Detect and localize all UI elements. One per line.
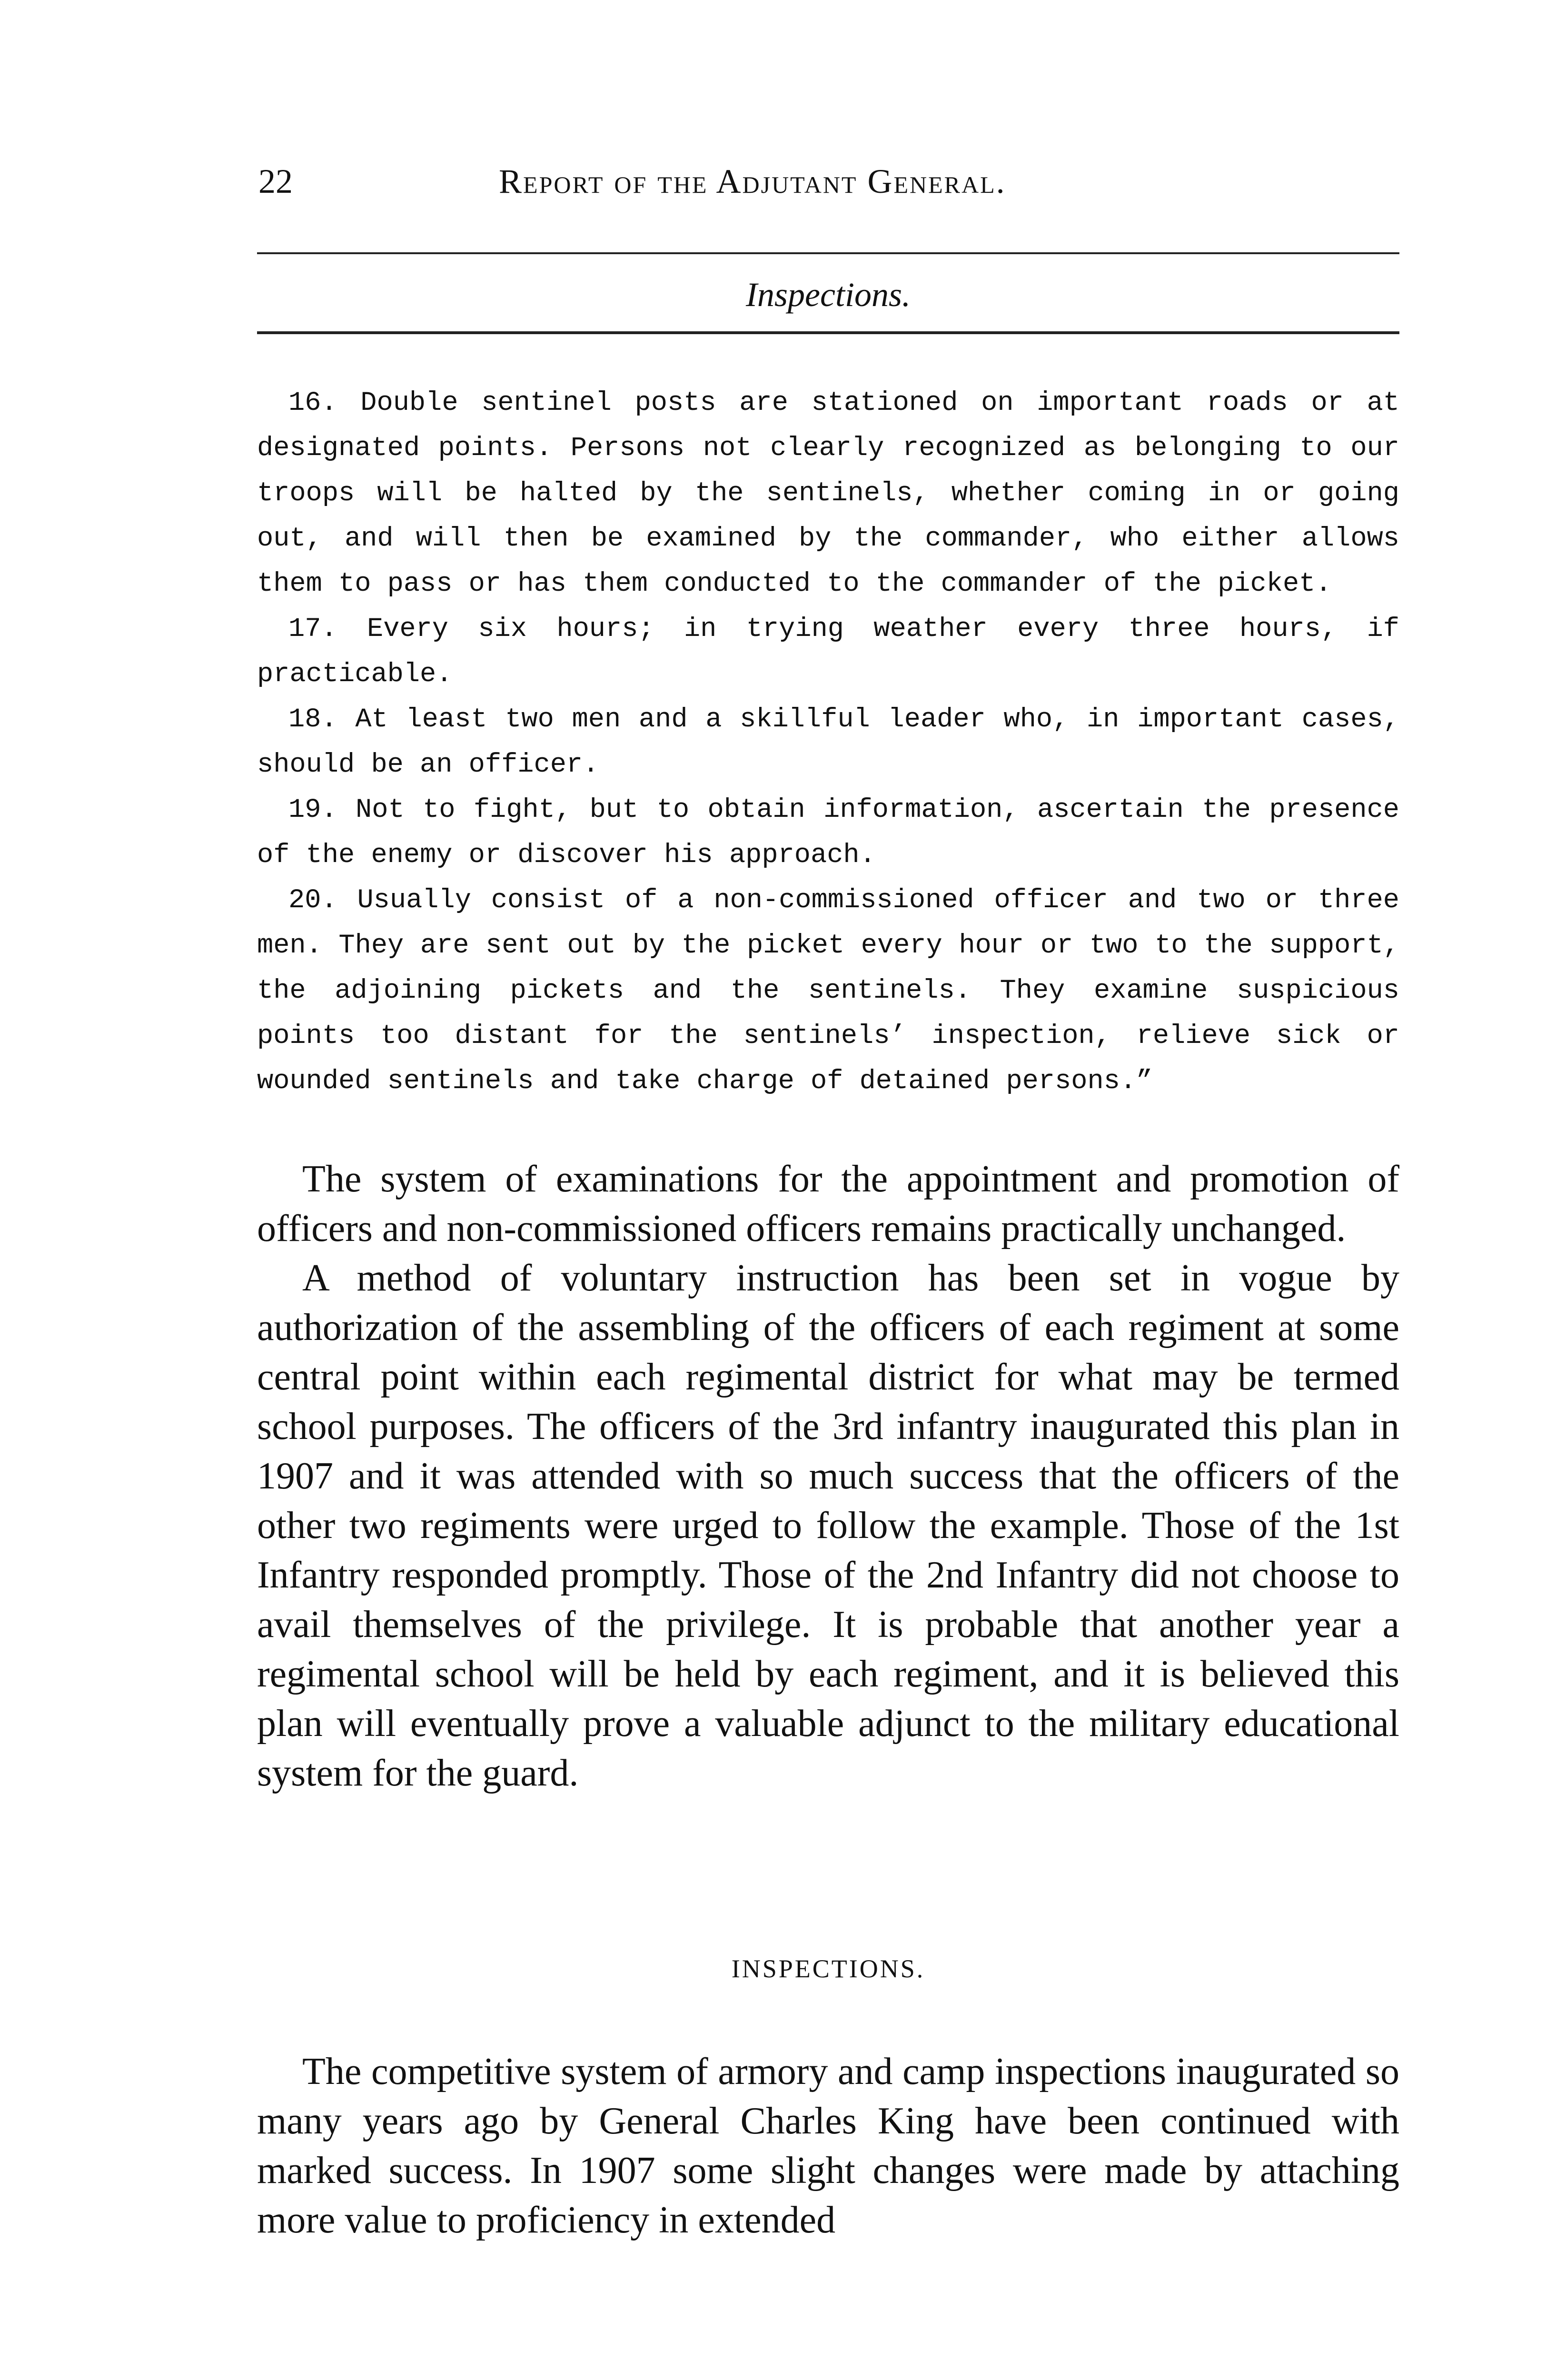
numbered-item: 20. Usually consist of a non-commissioned officer and two or three men. They are sent out by the picket every hour or two to the support, the adjoining pickets and the sentinels. They examine suspicious points too distant for the sentinels’ inspection, relieve sick or wounded sentinels and take charge of detained persons.” — [257, 885, 1399, 1097]
page-header — [258, 162, 1401, 219]
numbered-item: 17. Every six hours; in trying weather every three hours, if practicable. — [257, 614, 1399, 690]
numbered-answers — [257, 381, 1399, 1104]
body-paragraph: The system of examinations for the appointment and promotion of officers and non-commissioned officers remains practically unchanged. — [257, 1158, 1399, 1250]
body-paragraph: A method of voluntary instruction has been set in vogue by authorization of the assembling of the officers of each regiment at some central point within each regimental district for what may be termed school purposes. The officers of the 3rd infantry inaugurated this plan in 1907 and it was attended with so much success that the officers of the other two regiments were urged to follow the example. Those of the 1st Infantry responded promptly. Those of the 2nd Infantry did not choose to avail themselves of the privilege. It is probable that another year a regimental school will be held by each regiment, and it is believed this plan will eventually prove a valuable adjunct to the military educational system for the guard. — [257, 1257, 1399, 1794]
page-number: 22 — [258, 162, 293, 200]
body-text — [257, 1154, 1399, 1798]
numbered-item: 19. Not to fight, but to obtain information, ascertain the presence of the enemy or discover his approach. — [257, 795, 1399, 871]
inspections-text — [257, 2047, 1399, 2245]
section-head: Inspections. — [746, 276, 911, 314]
numbered-item: 18. At least two men and a skillful leader who, in important cases, should be an officer. — [257, 704, 1399, 780]
header-rule-bottom — [257, 331, 1399, 334]
running-title: Report of the Adjutant General. — [499, 162, 1006, 200]
inspections-heading: INSPECTIONS. — [731, 1954, 925, 1983]
header-rule-top — [257, 252, 1399, 254]
inspections-paragraph: The competitive system of armory and camp inspections inaugurated so many years ago by General Charles King have been continued with marked success. In 1907 some slight changes were made by attaching more value to proficiency in extended — [257, 2051, 1399, 2241]
numbered-item: 16. Double sentinel posts are stationed on important roads or at designated points. Persons not clearly recognized as belonging to our troops will be halted by the sentinels, whether coming in or going out, and will then be examined by the commander, who either allows them to pass or has them conducted to the commander of the picket. — [257, 388, 1399, 599]
